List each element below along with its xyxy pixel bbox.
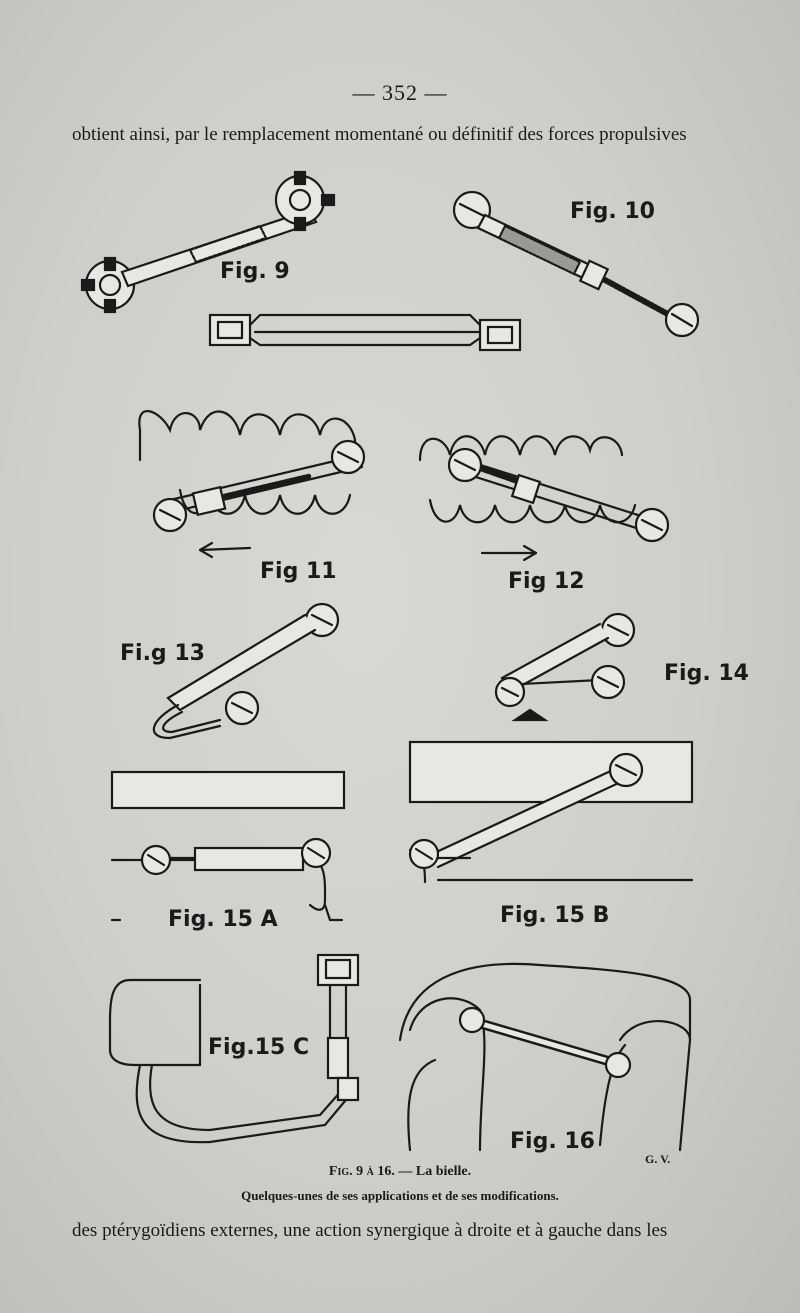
figure-15a-drawing bbox=[112, 772, 344, 920]
figure-9-drawing bbox=[82, 172, 334, 312]
figure-plate bbox=[60, 160, 780, 1160]
figure-13-drawing bbox=[154, 604, 338, 738]
figure-15c-label: Fig.15 C bbox=[208, 1035, 310, 1060]
body-text-top: obtient ainsi, par le remplacement momentané ou définitif des forces propulsives bbox=[72, 124, 687, 145]
figure-15b-drawing bbox=[410, 742, 692, 882]
figure-caption bbox=[0, 1164, 800, 1180]
figure-15a-label: Fig. 15 A bbox=[168, 907, 278, 932]
page-number: — 352 — bbox=[352, 80, 448, 105]
figure-11-drawing bbox=[139, 411, 364, 557]
figure-16-drawing bbox=[400, 964, 690, 1150]
figure-9-lower-drawing bbox=[210, 315, 520, 350]
figure-caption-title: — La bielle. bbox=[394, 1164, 472, 1179]
figure-13-label: Fi.g 13 bbox=[120, 641, 205, 666]
figure-14-drawing bbox=[496, 614, 634, 720]
figure-12-label: Fig 12 bbox=[508, 569, 585, 594]
figure-15b-label: Fig. 15 B bbox=[500, 903, 610, 928]
figure-12-drawing bbox=[420, 436, 668, 560]
figure-subcaption: Quelques-unes de ses applications et de ses modifications. bbox=[241, 1188, 559, 1203]
figure-9-label: Fig. 9 bbox=[220, 259, 290, 284]
figure-14-label: Fig. 14 bbox=[664, 661, 749, 686]
figure-caption-range: Fig. 9 à 16. bbox=[328, 1164, 395, 1179]
author-initials: G. V. bbox=[645, 1152, 671, 1166]
figure-16-label: Fig. 16 bbox=[510, 1129, 595, 1154]
figure-11-label: Fig 11 bbox=[260, 559, 337, 584]
figure-10-label: Fig. 10 bbox=[570, 199, 655, 224]
body-text-bottom: des ptérygoïdiens externes, une action synergique à droite et à gauche dans les bbox=[72, 1220, 668, 1241]
